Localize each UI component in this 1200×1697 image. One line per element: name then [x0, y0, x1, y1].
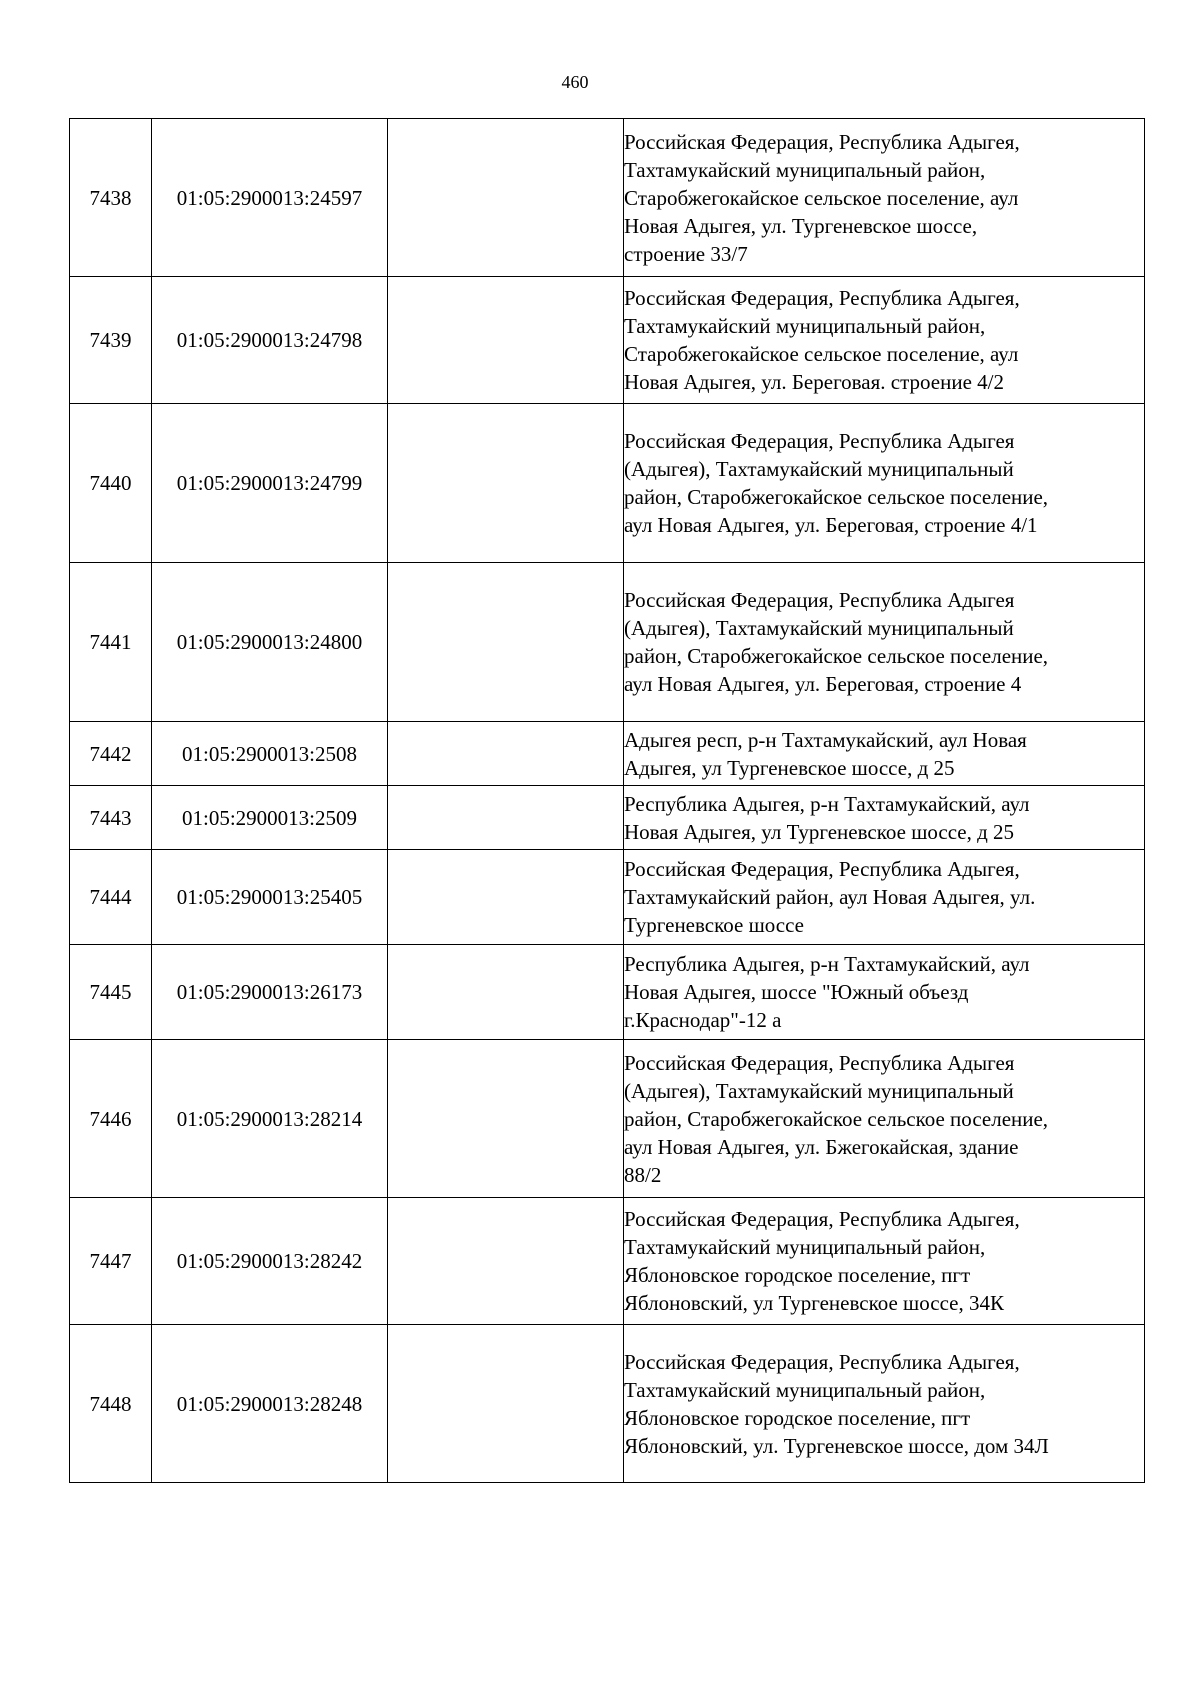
row-number: 7440	[70, 404, 152, 563]
row-number: 7444	[70, 850, 152, 945]
address-line: Республика Адыгея, р-н Тахтамукайский, аул	[624, 791, 1030, 816]
table-row	[70, 404, 1145, 563]
address	[624, 277, 1145, 404]
table-row	[70, 119, 1145, 277]
cadastral-number: 01:05:2900013:2509	[152, 786, 388, 850]
address-line: (Адыгея), Тахтамукайский муниципальный	[624, 457, 1014, 481]
address-line: Тургеневское шоссе	[624, 913, 804, 937]
address-line: Старобжегокайское сельское поселение, аул	[624, 342, 1019, 366]
cadastral-number: 01:05:2900013:25405	[152, 850, 388, 945]
row-number: 7441	[70, 563, 152, 722]
table-row	[70, 1040, 1145, 1198]
address-line: Российская Федерация, Республика Адыгея,	[624, 1207, 1020, 1231]
address-line: Российская Федерация, Республика Адыгея,	[624, 129, 1020, 154]
table-row	[70, 1198, 1145, 1325]
address	[624, 119, 1145, 277]
cadastral-number: 01:05:2900013:2508	[152, 722, 388, 786]
address	[624, 1325, 1145, 1483]
address-line: Российская Федерация, Республика Адыгея,	[624, 286, 1020, 310]
address-line: г.Краснодар"-12 а	[624, 1008, 782, 1032]
object-name	[388, 563, 624, 722]
table-row	[70, 1325, 1145, 1483]
address-line: район, Старобжегокайское сельское поселение,	[624, 485, 1049, 509]
address-line: Российская Федерация, Республика Адыгея,	[624, 1349, 1020, 1374]
address	[624, 563, 1145, 722]
address-line: Республика Адыгея, р-н Тахтамукайский, аул	[624, 952, 1030, 976]
address-line: Тахтамукайский муниципальный район,	[624, 1377, 986, 1402]
address-line: Российская Федерация, Республика Адыгея	[624, 588, 1015, 612]
address-line: Новая Адыгея, ул. Тургеневское шоссе,	[624, 213, 978, 238]
address-line: Адыгея респ, р-н Тахтамукайский, аул Новая	[624, 727, 1027, 752]
address	[624, 722, 1145, 786]
address-line: строение 33/7	[624, 241, 748, 266]
row-number: 7439	[70, 277, 152, 404]
address-line: Российская Федерация, Республика Адыгея	[624, 429, 1015, 453]
address-line: Яблоновское городское поселение, пгт	[624, 1263, 971, 1287]
row-number: 7446	[70, 1040, 152, 1198]
table-row	[70, 722, 1145, 786]
address-line: Тахтамукайский район, аул Новая Адыгея, ул.	[624, 885, 1036, 909]
address-line: (Адыгея), Тахтамукайский муниципальный	[624, 1078, 1014, 1103]
address-line: (Адыгея), Тахтамукайский муниципальный	[624, 616, 1014, 640]
address-line: Тахтамукайский муниципальный район,	[624, 157, 986, 182]
cadastral-number: 01:05:2900013:28214	[152, 1040, 388, 1198]
address-line: Российская Федерация, Республика Адыгея,	[624, 857, 1020, 881]
cadastral-number: 01:05:2900013:24799	[152, 404, 388, 563]
address-line: Яблоновский, ул Тургеневское шоссе, 34К	[624, 1291, 1004, 1315]
address-line: Новая Адыгея, ул. Береговая. строение 4/2	[624, 370, 1004, 394]
row-number: 7438	[70, 119, 152, 277]
table-row	[70, 786, 1145, 850]
address-line: Тахтамукайский муниципальный район,	[624, 1235, 986, 1259]
address-line: Яблоновский, ул. Тургеневское шоссе, дом 34Л	[624, 1433, 1049, 1458]
registry-table	[69, 118, 1145, 1483]
object-name	[388, 786, 624, 850]
cadastral-number: 01:05:2900013:24798	[152, 277, 388, 404]
table-row	[70, 277, 1145, 404]
address-line: Российская Федерация, Республика Адыгея	[624, 1050, 1015, 1075]
address-line: Адыгея, ул Тургеневское шоссе, д 25	[624, 755, 955, 780]
row-number: 7448	[70, 1325, 152, 1483]
address-line: Яблоновское городское поселение, пгт	[624, 1405, 971, 1430]
address	[624, 1040, 1145, 1198]
address-line: Старобжегокайское сельское поселение, аул	[624, 185, 1019, 210]
object-name	[388, 119, 624, 277]
object-name	[388, 945, 624, 1040]
address	[624, 786, 1145, 850]
address	[624, 1198, 1145, 1325]
cadastral-number: 01:05:2900013:28242	[152, 1198, 388, 1325]
address-line: Тахтамукайский муниципальный район,	[624, 314, 986, 338]
address-line: район, Старобжегокайское сельское поселение,	[624, 644, 1049, 668]
table-row	[70, 850, 1145, 945]
address-line: район, Старобжегокайское сельское поселение,	[624, 1106, 1049, 1131]
page-number: 460	[561, 72, 589, 92]
object-name	[388, 722, 624, 786]
table-row	[70, 563, 1145, 722]
row-number: 7443	[70, 786, 152, 850]
row-number: 7442	[70, 722, 152, 786]
address-line: Новая Адыгея, шоссе "Южный объезд	[624, 980, 969, 1004]
object-name	[388, 277, 624, 404]
object-name	[388, 1040, 624, 1198]
table-row	[70, 945, 1145, 1040]
address-line: аул Новая Адыгея, ул. Бжегокайская, здание	[624, 1134, 1019, 1159]
object-name	[388, 850, 624, 945]
cadastral-number: 01:05:2900013:24800	[152, 563, 388, 722]
cadastral-number: 01:05:2900013:24597	[152, 119, 388, 277]
cadastral-number: 01:05:2900013:26173	[152, 945, 388, 1040]
object-name	[388, 1325, 624, 1483]
address	[624, 404, 1145, 563]
address-line: аул Новая Адыгея, ул. Береговая, строение 4	[624, 672, 1022, 696]
address-line: 88/2	[624, 1162, 662, 1187]
address	[624, 850, 1145, 945]
object-name	[388, 404, 624, 563]
row-number: 7447	[70, 1198, 152, 1325]
address-line: Новая Адыгея, ул Тургеневское шоссе, д 25	[624, 819, 1015, 844]
address-line: аул Новая Адыгея, ул. Береговая, строение 4/1	[624, 513, 1038, 537]
row-number: 7445	[70, 945, 152, 1040]
address	[624, 945, 1145, 1040]
object-name	[388, 1198, 624, 1325]
cadastral-number: 01:05:2900013:28248	[152, 1325, 388, 1483]
